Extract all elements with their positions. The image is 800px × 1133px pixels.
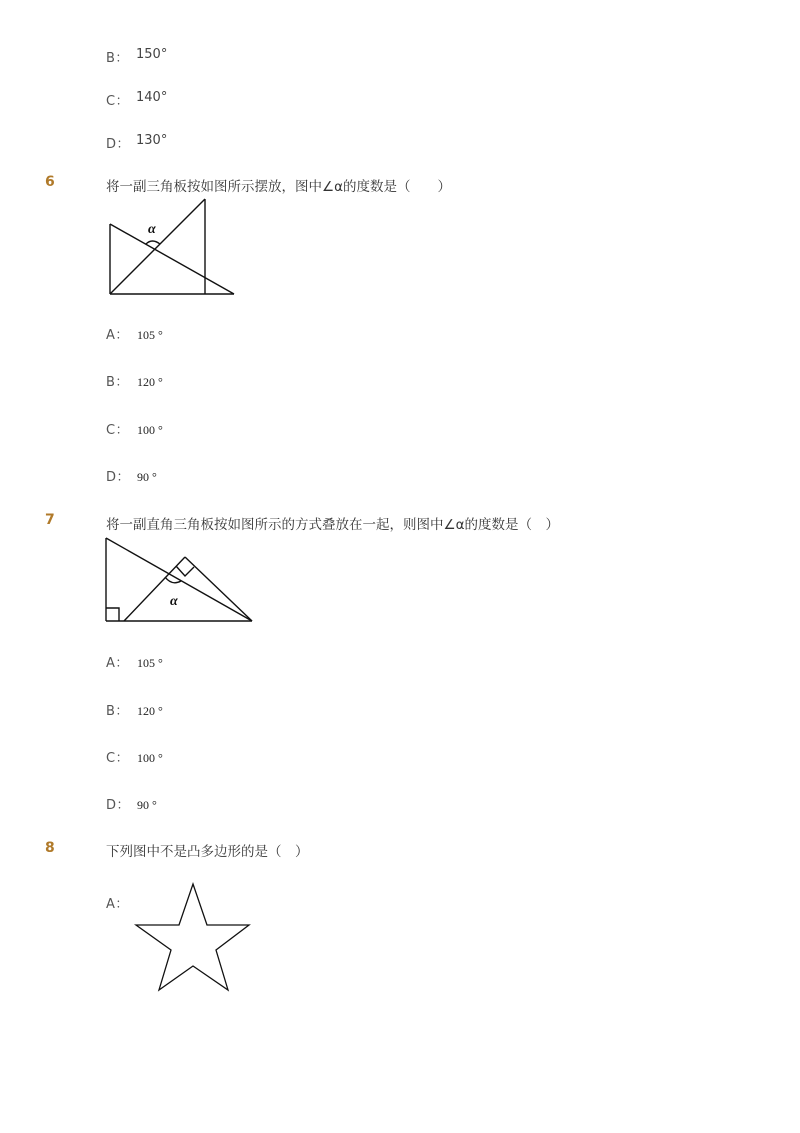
option-a-value: 105 °	[137, 656, 163, 670]
option-a-label: A：	[106, 656, 129, 671]
question-text: 将一副三角板按如图所示摆放，图中∠α的度数是（ ）	[106, 179, 452, 195]
option-c-value: 140°	[136, 90, 168, 105]
option-b-label: B：	[106, 51, 129, 66]
option-c-label: C：	[106, 94, 130, 109]
option-d-label: D：	[106, 470, 131, 485]
option-d-label: D：	[106, 137, 131, 152]
option-a-label: A：	[106, 328, 129, 343]
option-b-label: B：	[106, 375, 129, 390]
question-text: 将一副直角三角板按如图所示的方式叠放在一起，则图中∠α的度数是（ ）	[106, 517, 560, 533]
option-b-value: 120 °	[137, 375, 163, 389]
option-d-value: 90 °	[137, 798, 157, 812]
question-number: 7	[45, 512, 55, 528]
option-c-label: C：	[106, 751, 130, 766]
question-text: 下列图中不是凸多边形的是（ ）	[106, 844, 309, 860]
figure-label-alpha: α	[148, 222, 156, 237]
option-d-label: D：	[106, 798, 131, 813]
option-d-value: 90 °	[137, 470, 157, 484]
option-c-value: 100 °	[137, 751, 163, 765]
option-d-value: 130°	[136, 133, 168, 148]
option-a-value: 105 °	[137, 328, 163, 342]
figure-label-alpha: α	[170, 594, 178, 609]
option-c-value: 100 °	[137, 423, 163, 437]
option-b-value: 120 °	[137, 704, 163, 718]
option-b-label: B：	[106, 704, 129, 719]
question-number: 8	[45, 840, 55, 856]
question-number: 6	[45, 174, 55, 190]
option-b-value: 150°	[136, 47, 168, 62]
option-c-label: C：	[106, 423, 130, 438]
option-a-label: A：	[106, 897, 129, 912]
